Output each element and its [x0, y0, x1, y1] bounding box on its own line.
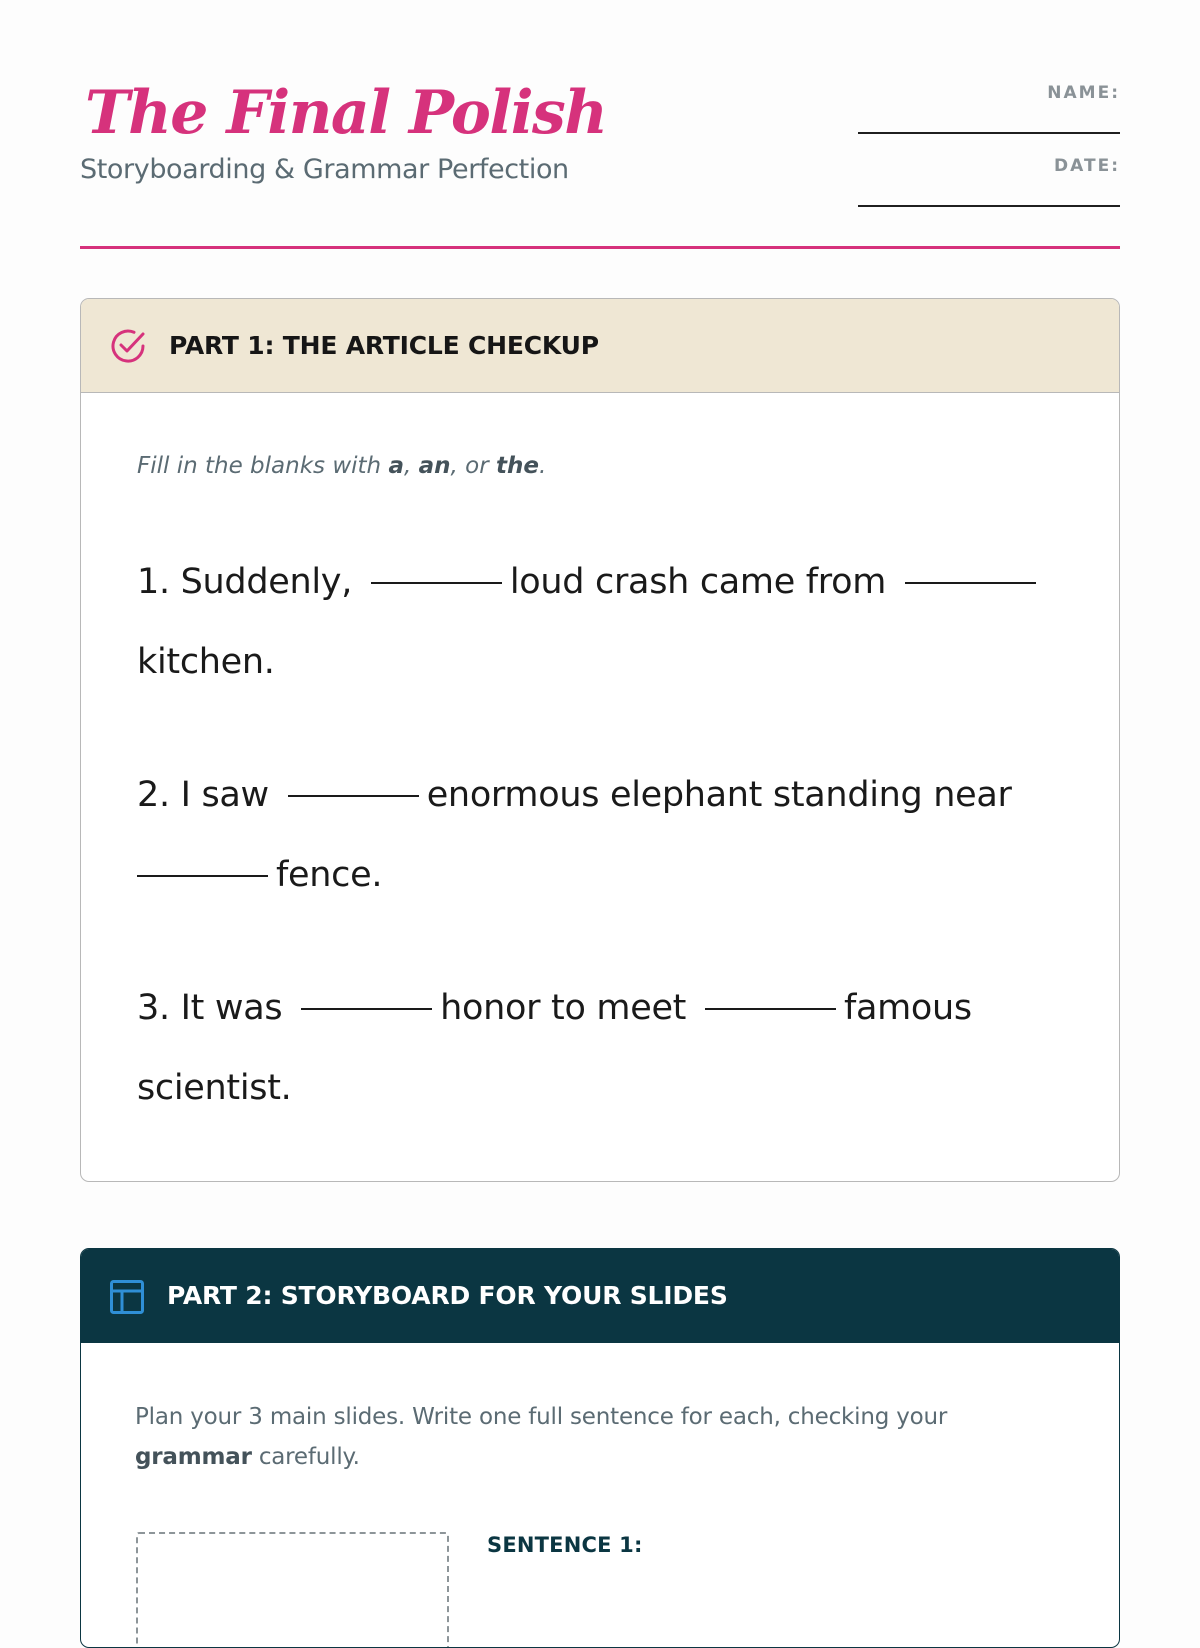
part1-instruction: [137, 453, 546, 479]
answer-blank[interactable]: [371, 579, 502, 584]
instruction-option-the: the: [495, 453, 539, 479]
question-1: [137, 542, 1067, 702]
answer-blank[interactable]: [288, 792, 419, 797]
name-field[interactable]: [858, 60, 1120, 134]
part2-instruction: [135, 1397, 1015, 1477]
question-text: fence.: [276, 855, 383, 895]
answer-blank[interactable]: [137, 872, 268, 877]
page-subtitle: Storyboarding & Grammar Perfection: [80, 154, 569, 185]
answer-blank[interactable]: [705, 1005, 836, 1010]
part1-header: [81, 299, 1119, 393]
question-text: famous scientist.: [137, 988, 972, 1108]
part2-card: [80, 1248, 1120, 1648]
part1-title: PART 1: THE ARTICLE CHECKUP: [169, 331, 599, 360]
sentence-1-label: SENTENCE 1:: [487, 1533, 643, 1557]
page-title: The Final Polish: [85, 78, 607, 148]
worksheet-header: [80, 60, 1120, 249]
instruction-prefix: Fill in the blanks with: [137, 453, 389, 479]
instruction-option-an: an: [418, 453, 451, 479]
answer-blank[interactable]: [905, 579, 1036, 584]
instruction-emphasis: grammar: [135, 1444, 252, 1470]
instruction-separator: , or: [450, 453, 496, 479]
layout-icon: [108, 1276, 148, 1316]
instruction-suffix: carefully.: [251, 1444, 360, 1470]
part2-title: PART 2: STORYBOARD FOR YOUR SLIDES: [167, 1281, 728, 1310]
question-text: enormous elephant standing near: [426, 775, 1012, 815]
answer-blank[interactable]: [301, 1005, 432, 1010]
instruction-separator: ,: [403, 453, 419, 479]
instruction-prefix: Plan your 3 main slides. Write one full sentence for each, checking your: [135, 1404, 948, 1430]
part1-card: [80, 298, 1120, 1182]
name-label: NAME:: [1047, 83, 1120, 103]
question-3: [137, 968, 1067, 1128]
question-text: 1. Suddenly,: [137, 562, 353, 602]
question-text: honor to meet: [440, 988, 687, 1028]
slide-sketch-box[interactable]: [136, 1532, 449, 1648]
instruction-option-a: a: [388, 453, 404, 479]
question-text: 2. I saw: [137, 775, 269, 815]
check-circle-icon: [108, 326, 148, 366]
question-text: kitchen.: [137, 642, 275, 682]
question-text: 3. It was: [137, 988, 283, 1028]
date-label: DATE:: [1054, 156, 1120, 176]
instruction-suffix: .: [538, 453, 547, 479]
date-field[interactable]: [858, 133, 1120, 207]
question-2: [137, 755, 1067, 915]
part2-header: [81, 1249, 1119, 1343]
question-text: loud crash came from: [509, 562, 887, 602]
